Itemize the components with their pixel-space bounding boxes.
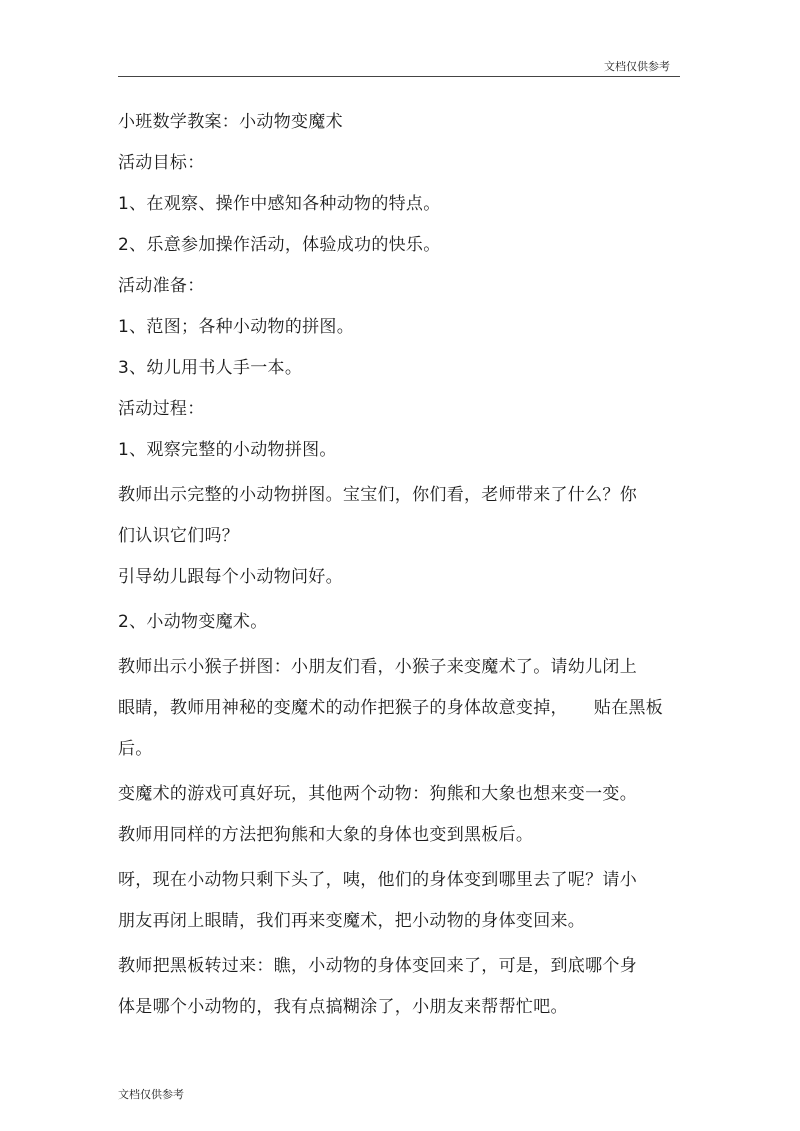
header-note: 文档仅供参考 xyxy=(604,60,670,73)
header-divider xyxy=(118,76,680,77)
goal-item-1: 1、在观察、操作中感知各种动物的特点。 xyxy=(118,194,441,214)
section-heading-goals: 活动目标： xyxy=(118,153,205,173)
preparation-item-3: 3、幼儿用书人手一本。 xyxy=(118,358,303,378)
paragraph-line: 教师把黑板转过来：瞧，小动物的身体变回来了，可是，到底哪个身 xyxy=(118,956,637,976)
goal-item-2: 2、乐意参加操作活动，体验成功的快乐。 xyxy=(118,235,441,255)
section-heading-process: 活动过程： xyxy=(118,399,205,419)
paragraph-line: 呀，现在小动物只剩下头了，咦，他们的身体变到哪里去了呢？请小 xyxy=(118,870,637,890)
paragraph-line: 引导幼儿跟每个小动物问好。 xyxy=(118,567,343,587)
paragraph-line: 体是哪个小动物的，我有点搞糊涂了，小朋友来帮帮忙吧。 xyxy=(118,997,568,1017)
process-step-1: 1、观察完整的小动物拼图。 xyxy=(118,440,337,460)
process-step-2: 2、小动物变魔术。 xyxy=(118,612,268,632)
paragraph-line: 教师出示小猴子拼图：小朋友们看，小猴子来变魔术了。请幼儿闭上 xyxy=(118,657,637,677)
section-heading-preparation: 活动准备： xyxy=(118,276,205,296)
paragraph-line: 后。 xyxy=(118,739,153,759)
paragraph-line: 变魔术的游戏可真好玩，其他两个动物：狗熊和大象也想来变一变。 xyxy=(118,784,637,804)
paragraph-line: 们认识它们吗？ xyxy=(118,526,240,546)
paragraph-line: 教师出示完整的小动物拼图。宝宝们，你们看，老师带来了什么？你 xyxy=(118,485,637,505)
document-title: 小班数学教案：小动物变魔术 xyxy=(118,112,343,132)
paragraph-line: 朋友再闭上眼睛，我们再来变魔术，把小动物的身体变回来。 xyxy=(118,911,586,931)
paragraph-line: 眼睛，教师用神秘的变魔术的动作把猴子的身体故意变掉， 贴在黑板 xyxy=(118,698,664,718)
preparation-item-1: 1、范图；各种小动物的拼图。 xyxy=(118,317,355,337)
paragraph-line: 教师用同样的方法把狗熊和大象的身体也变到黑板后。 xyxy=(118,825,534,845)
footer-note: 文档仅供参考 xyxy=(118,1088,184,1101)
